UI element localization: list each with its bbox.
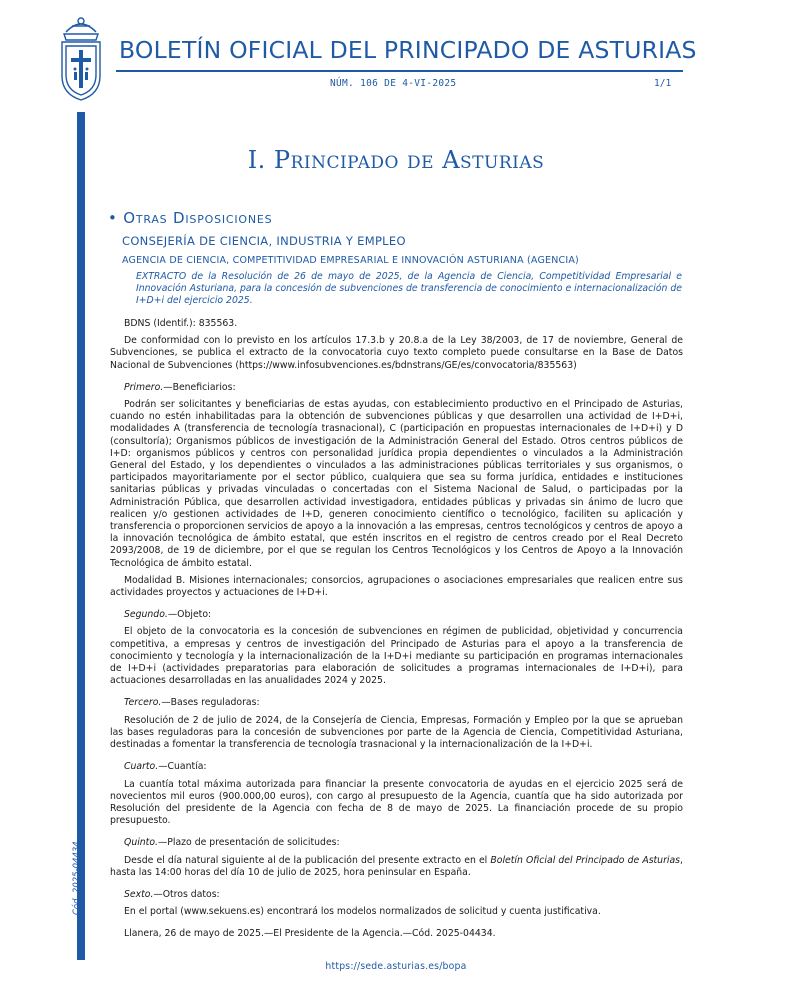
section-heading-text: —Otros datos:	[153, 888, 220, 900]
extract-title: EXTRACTO de la Resolución de 26 de mayo de 2025, de la Agencia de Ciencia, Competitividad Empresarial e Innovación Asturiana, para la concesión de subvenciones de transferencia de conocimiento e internacionalización de I+D+i del ejercicio 2025.	[136, 271, 682, 306]
paragraph-beneficiarios: Podrán ser solicitantes y beneficiarias de estas ayudas, con establecimiento productivo en el Principado de Asturias, cuando no estén inhabilitadas para la obtención de subvenciones públicas y que desarrollen una actividad de I+D+i, modalidades A (transferencia de tecnología trasnacional), C (participación en propuestas internacionales de I+D+i) y D (consultoría); Organismos públicos de investigación de la Administración General del Estado. Otros centros públicos de I+D: organismos públicos y centros con personalidad jurídica propia dependientes o vinculados a la Administración General del Estado, y los dependientes o vinculados a las administraciones públicas territoriales y sus organismos, o participados mayoritariamente por el sector público, cualquiera que sea su forma jurídica, entidades e instituciones sanitarias públicas y privadas vinculadas o concertadas con el Sistema Nacional de Salud, o participadas por la Administración Pública, que desarrollen actividad investigadora, entidades públicas y privadas sin ánimo de lucro que realicen y/o gestionen actividades de I+D, generen conocimiento científico o tecnológico, faciliten su aplicación y transferencia o proporcionen servicios de apoyo a la innovación a las empresas, centros tecnológicos y centros de apoyo a la innovación tecnológica de ámbito estatal, que estén inscritos en el registro de centros creado por el Real Decreto 2093/2008, de 19 de diciembre, por el que se regulan los Centros Tecnológicos y los Centros de Apoyo a la Innovación Tecnológica de ámbito estatal.	[110, 399, 683, 569]
plazo-text-a: Desde el día natural siguiente al de la publicación del presente extracto en el	[124, 854, 491, 866]
signature-line: Llanera, 26 de mayo de 2025.—El Presidente de la Agencia.—Cód. 2025-04434.	[124, 928, 496, 940]
section-label: Segundo.	[124, 609, 168, 621]
side-document-code: Cód. 2025-04434	[72, 841, 82, 915]
issue-number: NÚM. 106 DE 4-VI-2025	[330, 78, 457, 89]
paragraph-otros-datos: En el portal (www.sekuens.es) encontrará los modelos normalizados de solicitud y cuenta justificativa.	[124, 906, 601, 918]
header-divider	[116, 70, 683, 72]
bdns-identifier: BDNS (Identif.): 835563.	[124, 318, 238, 329]
section-heading-sexto	[110, 889, 683, 901]
section-heading-text: —Objeto:	[167, 609, 212, 621]
paragraph-bases: Resolución de 2 de julio de 2024, de la Consejería de Ciencia, Empresas, Formación y Empleo por la que se aprueban las bases reguladoras para la concesión de subvenciones por parte de la Agencia de Ciencia, Competitividad Asturiana, destinadas a fomentar la transferencia de tecnología trasnacional y la internacionalización de la I+D+i.	[110, 714, 683, 751]
section-label: Primero.	[124, 381, 164, 393]
section-heading-segundo	[110, 609, 683, 621]
paragraph-modalidad-b: Modalidad B. Misiones internacionales; consorcios, agrupaciones o asociaciones empresariales que realicen entre sus actividades proyectos y actuaciones de I+D+i.	[110, 574, 683, 599]
section-label: Tercero.	[124, 697, 162, 709]
plazo-text-b: , hasta las 14:00 horas del día 10 de julio de 2025, hora peninsular en España.	[110, 854, 683, 878]
section-title: I. Principado de Asturias	[247, 146, 545, 174]
section-label: Cuarto.	[124, 761, 159, 773]
side-margin-bar	[77, 112, 85, 960]
department-name: CONSEJERÍA DE CIENCIA, INDUSTRIA Y EMPLEO	[122, 234, 406, 248]
section-heading-text: —Cuantía:	[158, 761, 207, 773]
bulletin-name-italic: Boletín Oficial del Principado de Asturias	[490, 854, 681, 866]
footer-link[interactable]: https://sede.asturias.es/bopa	[325, 961, 467, 972]
paragraph-cuantia: La cuantía total máxima autorizada para financiar la presente convocatoria de ayudas en el ejercicio 2025 será de novecientos mil euros (900.000,00 euros), con cargo al presupuesto de la Agencia, cuantía que ha sido autorizada por Resolución del presidente de la Agencia con fecha de 8 de mayo de 2025. La financiación procede de su propio presupuesto.	[110, 778, 683, 827]
agency-name: AGENCIA DE CIENCIA, COMPETITIVIDAD EMPRESARIAL E INNOVACIÓN ASTURIANA (AGENCIA)	[122, 255, 579, 266]
section-heading-primero	[110, 382, 683, 394]
bulletin-title: BOLETÍN OFICIAL DEL PRINCIPADO DE ASTURIAS	[119, 36, 697, 64]
section-heading-text: —Plazo de presentación de solicitudes:	[157, 837, 340, 849]
paragraph-objeto: El objeto de la convocatoria es la concesión de subvenciones en régimen de publicidad, objetividad y concurrencia competitiva, a empresas y centros de investigación del Principado de Asturias para el apoyo a la transferencia de conocimiento y tecnología y la internacionalización de la I+D+i mediante su participación en programas internacionales de I+D+i (actividades preparatorias para elaboración de solicitudes a programas internacionales de I+D+i), para actuaciones desarrolladas en las anualidades 2024 y 2025.	[110, 626, 683, 687]
section-heading-text: —Bases reguladoras:	[161, 697, 260, 709]
page-count: 1/1	[654, 78, 672, 89]
section-heading-text: —Beneficiarios:	[163, 381, 236, 393]
asturias-coat-of-arms-icon	[54, 14, 108, 102]
section-heading-tercero	[110, 697, 683, 709]
paragraph-plazo	[110, 855, 683, 879]
section-label: Quinto.	[124, 837, 158, 849]
section-heading-cuarto	[110, 761, 683, 773]
subsection-heading: • Otras Disposiciones	[108, 209, 273, 227]
document-body	[110, 318, 683, 951]
section-label: Sexto.	[124, 888, 154, 900]
section-heading-quinto	[110, 837, 683, 849]
intro-paragraph: De conformidad con lo previsto en los artículos 17.3.b y 20.8.a de la Ley 38/2003, de 17 de noviembre, General de Subvenciones, se publica el extracto de la convocatoria cuyo texto completo puede consultarse en la Base de Datos Nacional de Subvenciones (https://www.infosubvenciones.es/bdnstrans/GE/es/convocatoria/835563)	[110, 335, 683, 371]
